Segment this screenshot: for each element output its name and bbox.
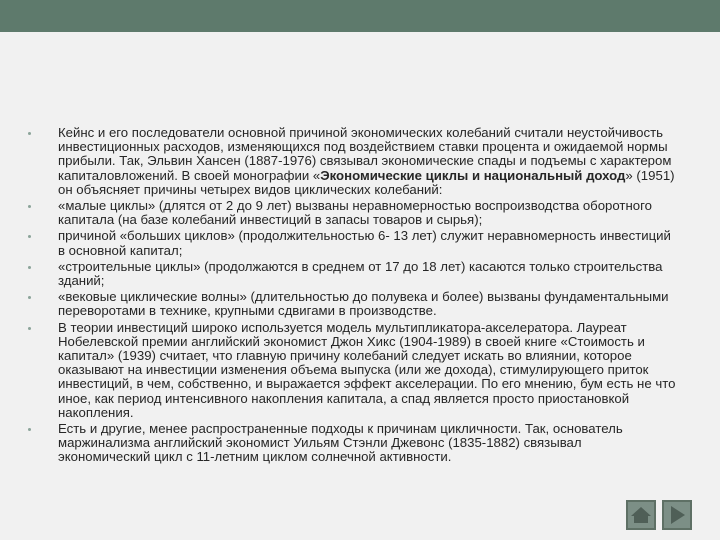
bullet-dot <box>28 205 31 208</box>
slide-content <box>24 126 676 467</box>
bullet-text: причиной «больших циклов» (продолжительностью 6- 13 лет) служит неравномерность инвестиций в основной капитал; <box>58 228 671 258</box>
home-icon <box>630 506 652 524</box>
bullet-item <box>24 290 676 318</box>
next-slide-button[interactable] <box>662 500 692 530</box>
bullet-dot <box>28 235 31 238</box>
bullet-dot <box>28 296 31 299</box>
bullet-item <box>24 199 676 227</box>
bullet-text: «малые циклы» (длятся от 2 до 9 лет) вызваны неравномерностью воспроизводства оборотного капитала (на базе колебаний инвестиций в запасы товаров и сырья); <box>58 198 652 228</box>
bullet-text: В теории инвестиций широко используется модель мультипликатора-акселератора. Лауреат Нобелевской премии английский экономист Джон Хикс (1904-1989) в своей книге «Стоимость и капитал» (1939) считает, что главную причину колебаний следует искать во влиянии, которое оказывают на инвестиции изменения объема выпуска (или же дохода), стимулирующего приток инвестиций, в чем, собственно, и выражается эффект акселерации. По его мнению, бум есть не что иное, как период интенсивного накопления капитала, а спад является просто приостановкой накопления. <box>58 319 676 420</box>
bullet-item <box>24 321 676 420</box>
bullet-item <box>24 126 676 197</box>
bullet-item <box>24 229 676 257</box>
bullet-text: Есть и другие, менее распространенные подходы к причинам цикличности. Так, основатель маржинализма английский экономист Уильям Стэнли Джевонс (1835-1882) связывал экономический цикл с 11-летним циклом солнечной активности. <box>58 421 623 465</box>
bullet-text: » (1951) он объясняет причины четырех видов циклических колебаний: <box>58 167 675 197</box>
bullet-text: Кейнс и его последователи основной причиной экономических колебаний считали неустойчивость инвестиционных расходов, изменяющихся под воздействием ставки процента и ожидаемой нормы прибыли. Так, Эльвин Хансен (1887-1976) связывал экономические спады и подъемы с характером капиталовложений. В своей монографии « <box>58 125 672 183</box>
slide-navigation <box>626 500 692 530</box>
bullet-item <box>24 422 676 465</box>
bullet-item <box>24 260 676 288</box>
bullet-dot <box>28 266 31 269</box>
home-button[interactable] <box>626 500 656 530</box>
bullet-text: «строительные циклы» (продолжаются в среднем от 17 до 18 лет) касаются только строительства зданий; <box>58 258 663 289</box>
bullet-text: «вековые циклические волны» (длительностью до полувека и более) вызваны фундаментальными переворотами в технике, крупными сдвигами в производстве. <box>58 289 669 319</box>
top-band <box>0 0 720 32</box>
book-title: Экономические циклы и национальный доход <box>320 167 626 183</box>
bullet-dot <box>28 428 31 431</box>
bullet-dot <box>28 132 31 135</box>
next-arrow-icon <box>668 505 686 525</box>
bullet-dot <box>28 327 31 330</box>
